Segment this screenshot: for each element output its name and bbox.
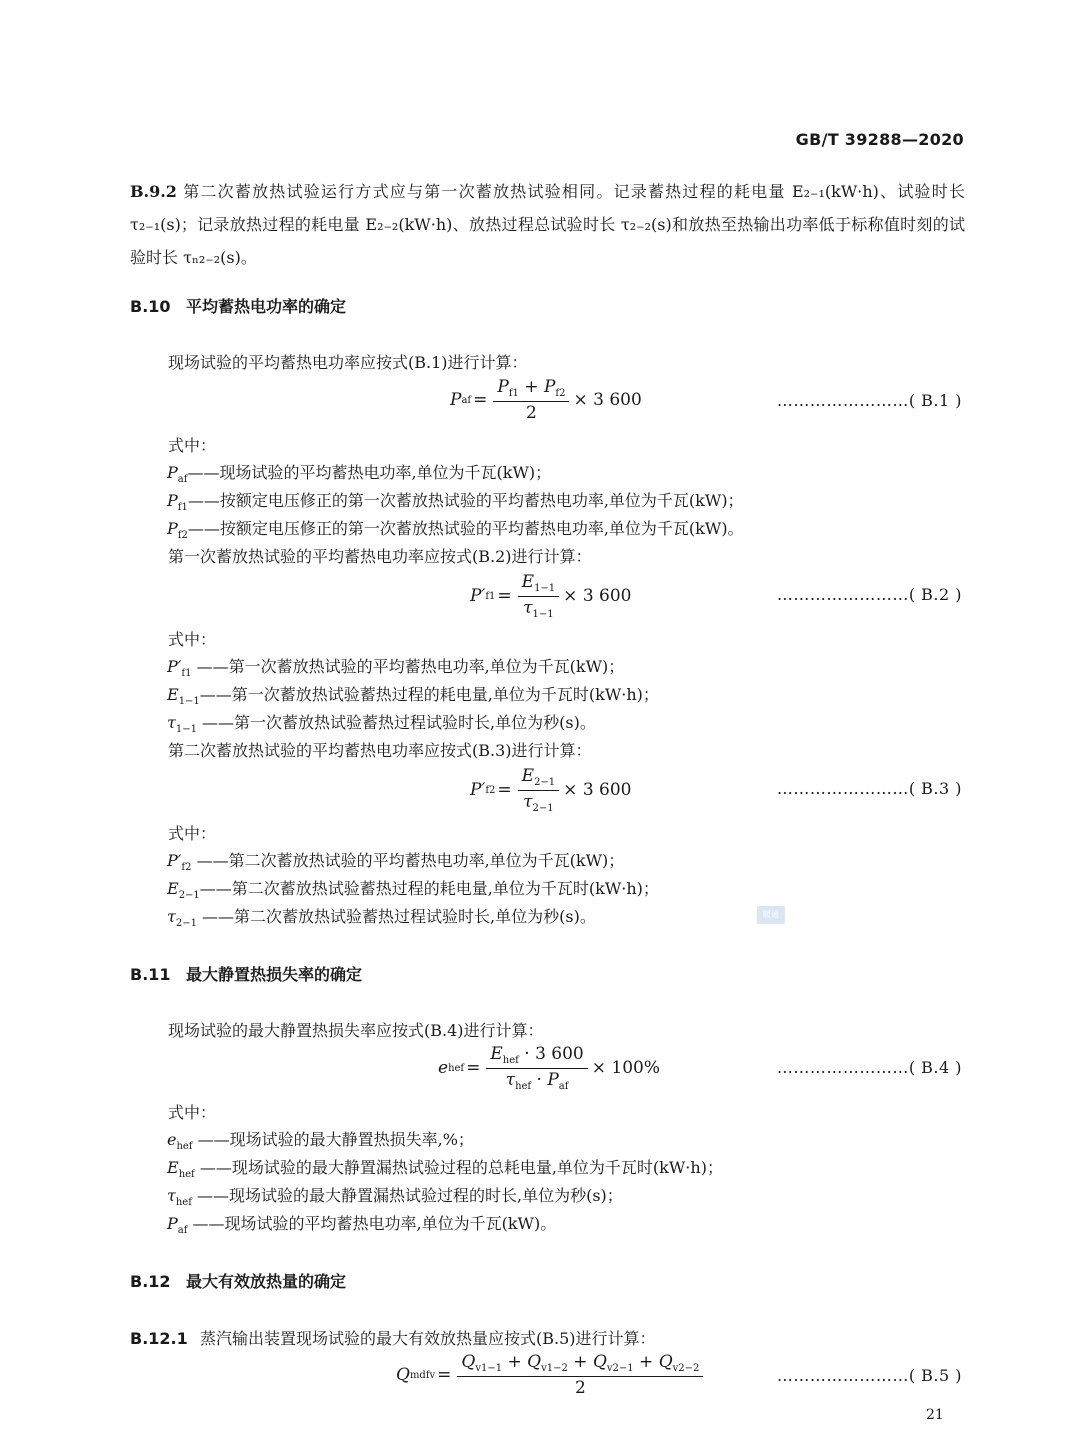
where-label: 式中：	[168, 824, 217, 843]
formula-lhs-sub: af	[461, 394, 472, 406]
denominator: 2	[526, 403, 537, 423]
equation-label-b2: ……………………( B.2 )	[776, 585, 962, 604]
watermark-logo: 暖通	[757, 906, 785, 924]
definition-row: $\tau_{2-1}$ ——第二次蓄放热试验蓄热过程试验时长,单位为秒(s)。	[167, 907, 596, 929]
definition-row: $e_{hef}$ ——现场试验的最大静置热损失率,%；	[167, 1130, 474, 1152]
subclause-b12-1: B.12.1 蒸汽输出装置现场试验的最大有效放热量应按式(B.5)进行计算：	[130, 1329, 656, 1348]
where-label: 式中：	[168, 1103, 217, 1122]
intro-b3: 第二次蓄放热试验的平均蓄热电功率应按式(B.3)进行计算：	[168, 741, 592, 760]
formula-lhs: P	[450, 390, 462, 410]
formula-b4: e hef = $\frac{E_{hef} \cdot 3 600}{\tau_{hef} \cdot P_{af}}$ × 100%	[438, 1044, 660, 1092]
formula-b5: Q mdfv = $\frac{Q_{v1-1} + Q_{v1-2} + Q_{v2-1} + Q_{v2-2}}{2}$	[396, 1352, 707, 1398]
numerator: P	[497, 377, 509, 397]
definition-row: $P_{f2}——$按额定电压修正的第一次蓄放热试验的平均蓄热电功率,单位为千瓦(kW)。	[167, 519, 744, 541]
definition-row: $E_{hef}$ ——现场试验的最大静置漏热试验过程的总耗电量,单位为千瓦时(kW·h)；	[167, 1158, 723, 1180]
formula-b3: P′ f2 = $\frac{E_{2-1}}{\tau_{2-1}}$ × 3 600	[470, 766, 632, 814]
equation-label-b3: ……………………( B.3 )	[776, 779, 962, 798]
section-heading-b10	[130, 294, 346, 317]
multiplier: × 3 600	[573, 390, 642, 410]
definition-row: $P_{af}——$现场试验的平均蓄热电功率,单位为千瓦(kW)；	[167, 463, 552, 485]
formula-b1: P af = $\frac{P_{f1} + P_{f2}}{2}$ × 3 600	[450, 377, 642, 423]
definition-row: $\tau_{1-1}$ ——第一次蓄放热试验蓄热过程试验时长,单位为秒(s)。	[167, 713, 596, 735]
intro-b1: 现场试验的平均蓄热电功率应按式(B.1)进行计算：	[168, 353, 528, 372]
section-title: 平均蓄热电功率的确定	[186, 297, 347, 316]
standard-number: GB/T 39288—2020	[795, 130, 964, 149]
equation-label-b1: ……………………( B.1 )	[776, 391, 962, 410]
equation-label-b5: ……………………( B.5 )	[776, 1366, 962, 1385]
page-number: 21	[926, 1407, 944, 1423]
definition-row: $\tau_{hef}$ ——现场试验的最大静置漏热试验过程的时长,单位为秒(s)；	[167, 1186, 623, 1208]
definition-row: $P'_{f2}$ ——第二次蓄放热试验的平均蓄热电功率,单位为千瓦(kW)；	[167, 851, 625, 873]
definition-row: $P'_{f1}$ ——第一次蓄放热试验的平均蓄热电功率,单位为千瓦(kW)；	[167, 657, 625, 679]
definition-row: $P_{af}$ ——现场试验的平均蓄热电功率,单位为千瓦(kW)。	[167, 1214, 557, 1236]
formula-b2: P′ f1 = $\frac{E_{1-1}}{\tau_{1-1}}$ × 3 600	[470, 572, 632, 620]
definition-row: $E_{1-1}——$第一次蓄放热试验蓄热过程的耗电量,单位为千瓦时(kW·h)；	[167, 685, 659, 707]
clause-number: B.9.2	[130, 182, 177, 201]
equation-label-b4: ……………………( B.4 )	[776, 1058, 962, 1077]
section-number: B.10	[130, 297, 171, 316]
section-heading-b11: B.11 最大静置热损失率的确定	[130, 965, 363, 984]
where-label: 式中：	[168, 436, 217, 455]
definition-row: $E_{2-1}——$第二次蓄放热试验蓄热过程的耗电量,单位为千瓦时(kW·h)；	[167, 879, 659, 901]
clause-text: 第二次蓄放热试验运行方式应与第一次蓄放热试验相同。记录蓄热过程的耗电量 E₂₋₁(kW·h)、试验时长 τ₂₋₁(s)；记录放热过程的耗电量 E₂₋₂(kW·h)、放热过程总试验时长 τ₂₋₂(s)和放热至热输出功率低于标称值时刻的试验时长 τₙ₂₋₂(s)。	[130, 182, 965, 267]
definition-row: $P_{f1}——$按额定电压修正的第一次蓄放热试验的平均蓄热电功率,单位为千瓦(kW)；	[167, 491, 744, 513]
intro-b2: 第一次蓄放热试验的平均蓄热电功率应按式(B.2)进行计算：	[168, 547, 592, 566]
section-heading-b12: B.12 最大有效放热量的确定	[130, 1272, 347, 1291]
where-label: 式中：	[168, 630, 217, 649]
paragraph-b9-2	[130, 175, 965, 274]
intro-b4: 现场试验的最大静置热损失率应按式(B.4)进行计算：	[168, 1021, 544, 1040]
